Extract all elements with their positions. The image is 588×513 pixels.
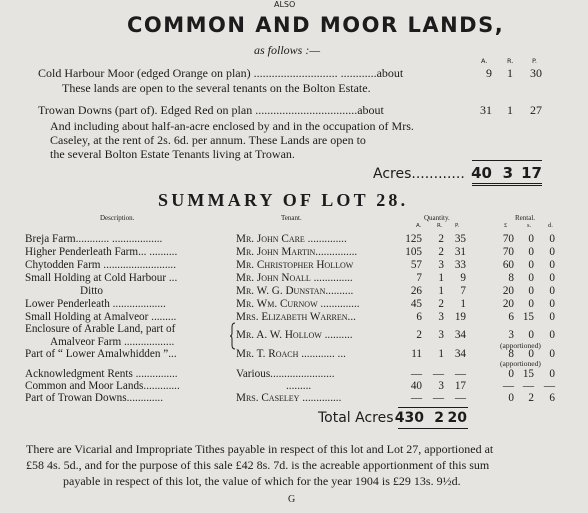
row-roods: 2 <box>438 298 444 310</box>
col-tenant-header: Tenant. <box>281 214 302 222</box>
row-shillings: 0 <box>528 272 534 284</box>
row-pence: 0 <box>549 329 555 341</box>
row-pence: 0 <box>549 246 555 258</box>
row-roods: 2 <box>438 233 444 245</box>
row-description: Higher Penderleath Farm... .......... <box>25 246 178 258</box>
row-acres: 40 <box>410 380 422 392</box>
row-description: Acknowledgment Rents ............... <box>25 368 178 380</box>
row-pounds: 20 <box>502 298 514 310</box>
col-r-header: R. <box>507 57 514 65</box>
row-pounds: 0 <box>508 392 514 404</box>
table-row <box>0 393 588 404</box>
page-signature-letter: G <box>288 494 296 505</box>
row-description: Chytodden Farm .......................... <box>25 259 177 271</box>
row-shillings: 0 <box>528 246 534 258</box>
row-pence: 0 <box>549 298 555 310</box>
row-roods: 1 <box>438 272 444 284</box>
row-acres: — <box>410 392 422 404</box>
apportioned-note: (apportioned) <box>500 341 541 350</box>
row-shillings: — <box>522 380 534 392</box>
row-perches: 34 <box>454 329 466 341</box>
row-description: Small Holding at Cold Harbour ... <box>25 272 178 284</box>
row-pence: 0 <box>549 272 555 284</box>
summary-total-rule-top <box>398 407 468 408</box>
row-pence: 0 <box>549 348 555 360</box>
row-acres: 105 <box>405 246 422 258</box>
row-tenant: Mr. John Martin............... <box>236 246 358 258</box>
tithe-paragraph-line: There are Vicarial and Impropriate Tithes payable in respect of this lot and Lot 27, apportioned at <box>26 442 494 456</box>
row-perches: 7 <box>460 285 466 297</box>
moor-entry-perches: 27 <box>530 103 542 117</box>
moor-entry-note: Caseley, at the rent of 2s. 6d. per annum. These Lands are open to <box>50 133 366 147</box>
table-row <box>0 260 588 271</box>
moor-entry-note: These lands are open to the several tenants on the Bolton Estate. <box>62 81 371 95</box>
moor-entry-note: the several Bolton Estate Tenants living at Trowan. <box>50 147 295 161</box>
summary-title: SUMMARY OF LOT 28. <box>158 190 409 210</box>
row-acres: 45 <box>410 298 422 310</box>
row-shillings: 0 <box>528 298 534 310</box>
moor-entry-label: Trowan Downs (part of). Edged Red on plan ..................................about <box>38 103 384 117</box>
row-roods: — <box>432 368 444 380</box>
row-roods: 3 <box>438 311 444 323</box>
row-perches: 33 <box>454 259 466 271</box>
row-pence: 0 <box>549 259 555 271</box>
tithe-paragraph-line: payable in respect of this lot, the value of which for the year 1904 is £29 13s. 9½d. <box>63 474 461 488</box>
row-shillings: 15 <box>522 368 534 380</box>
row-pounds: 8 <box>508 272 514 284</box>
moor-entry-acres: 9 <box>486 66 492 80</box>
row-perches: 1 <box>460 298 466 310</box>
row-acres: 125 <box>405 233 422 245</box>
q-r-header: R. <box>437 223 443 229</box>
row-roods: 1 <box>438 285 444 297</box>
apportioned-note: (apportioned) <box>500 359 541 368</box>
table-row <box>0 312 588 323</box>
row-roods: 3 <box>438 380 444 392</box>
row-description: Part of “ Lower Amalwhidden ”... <box>25 348 177 360</box>
total-rule-bottom <box>472 183 542 184</box>
row-roods: — <box>432 392 444 404</box>
moor-entry-label: Cold Harbour Moor (edged Orange on plan) ............................ ............about <box>38 66 404 80</box>
row-tenant: Mr. W. G. Dunstan.......... <box>236 285 354 297</box>
r-shillings-header: s. <box>527 222 532 229</box>
table-row <box>0 381 588 392</box>
table-row-enclosure-values <box>0 330 588 341</box>
row-pounds: 60 <box>502 259 514 271</box>
row-shillings: 0 <box>528 329 534 341</box>
summary-total-rule-bottom <box>398 428 468 429</box>
row-perches: — <box>454 392 466 404</box>
acres-total-r: 3 <box>502 164 513 182</box>
section-title: COMMON AND MOOR LANDS, <box>127 13 505 37</box>
row-acres: 7 <box>416 272 422 284</box>
row-perches: 19 <box>454 311 466 323</box>
tithe-paragraph-line: £58 4s. 5d., and for the purpose of this sale £42 8s. 7d. is the acreable apportionment of this sum <box>26 458 490 472</box>
row-pounds: 70 <box>502 246 514 258</box>
total-rule-top <box>472 160 542 161</box>
row-acres: 11 <box>411 348 422 360</box>
row-description: Lower Penderleath ................... <box>25 298 166 310</box>
row-roods: 3 <box>438 259 444 271</box>
row-pence: — <box>543 380 555 392</box>
also-heading: ALSO <box>274 0 296 9</box>
col-description-header: Description. <box>100 214 135 222</box>
row-description: Breja Farm............ .................. <box>25 233 163 245</box>
moor-entry-acres: 31 <box>480 103 492 117</box>
row-acres: — <box>410 368 422 380</box>
row-tenant: Mr. Christopher Hollow <box>236 259 354 271</box>
row-acres: 57 <box>410 259 422 271</box>
col-p-header: P. <box>532 57 537 65</box>
row-pounds: 6 <box>508 311 514 323</box>
row-shillings: 0 <box>528 348 534 360</box>
row-roods: 2 <box>438 246 444 258</box>
summary-total-p: 20 <box>447 410 467 426</box>
moor-entry-perches: 30 <box>530 66 542 80</box>
row-acres: 6 <box>416 311 422 323</box>
row-pounds: 20 <box>502 285 514 297</box>
row-shillings: 0 <box>528 285 534 297</box>
summary-total-a: 430 <box>394 410 424 426</box>
row-perches: — <box>454 368 466 380</box>
row-tenant: Mrs. Elizabeth Warren... <box>236 311 356 323</box>
acres-total-p: 17 <box>521 164 542 182</box>
row-shillings: 0 <box>528 259 534 271</box>
summary-total-r: 2 <box>434 410 444 426</box>
row-tenant: Mr. John Care .............. <box>236 233 347 245</box>
col-rental-header: Rental. <box>515 214 536 222</box>
row-description-cont: Amalveor Farm .................. <box>50 336 175 348</box>
acres-total-a: 40 <box>471 164 492 182</box>
row-pounds: 70 <box>502 233 514 245</box>
row-shillings: 2 <box>528 392 534 404</box>
row-shillings: 0 <box>528 233 534 245</box>
row-roods: 3 <box>438 329 444 341</box>
table-row <box>0 369 588 380</box>
row-shillings: 15 <box>522 311 534 323</box>
row-pence: 0 <box>549 368 555 380</box>
row-tenant: ......... <box>286 380 312 392</box>
row-tenant: Various....................... <box>236 368 335 380</box>
q-a-header: A. <box>416 223 422 229</box>
row-description: Small Holding at Amalveor ......... <box>25 311 177 323</box>
row-acres: 2 <box>416 329 422 341</box>
table-row <box>0 286 588 297</box>
summary-total-label: Total Acres <box>318 410 394 426</box>
moor-entry-roods: 1 <box>507 103 513 117</box>
table-row <box>0 247 588 258</box>
row-pounds: 3 <box>508 329 514 341</box>
row-acres: 26 <box>410 285 422 297</box>
row-pounds: 8 <box>508 348 514 360</box>
row-pence: 0 <box>549 285 555 297</box>
row-perches: 34 <box>454 348 466 360</box>
row-pence: 0 <box>549 311 555 323</box>
row-description: Enclosure of Arable Land, part of <box>25 323 176 335</box>
acres-total-label: Acres............ <box>373 166 465 182</box>
section-subtitle: as follows :— <box>254 43 321 57</box>
table-row <box>0 273 588 284</box>
r-pounds-header: £ <box>504 222 508 229</box>
row-description: Ditto <box>80 285 103 297</box>
row-roods: 1 <box>438 348 444 360</box>
row-tenant: Mr. John Noall .............. <box>236 272 353 284</box>
row-perches: 17 <box>454 380 466 392</box>
row-tenant: Mr. T. Roach ............ ... <box>236 348 346 360</box>
total-rule-bottom-double <box>472 185 542 186</box>
row-description: Part of Trowan Downs............. <box>25 392 163 404</box>
row-perches: 9 <box>460 272 466 284</box>
q-p-header: P. <box>455 223 460 229</box>
row-perches: 31 <box>454 246 466 258</box>
row-perches: 35 <box>454 233 466 245</box>
moor-entry-note: And including about half-an-acre enclosed by and in the occupation of Mrs. <box>50 119 414 133</box>
row-tenant: Mr. Wm. Curnow .............. <box>236 298 360 310</box>
row-tenant: Mr. A. W. Hollow .......... <box>236 329 353 341</box>
moor-entry-roods: 1 <box>507 66 513 80</box>
row-pounds: 0 <box>508 368 514 380</box>
table-row <box>0 299 588 310</box>
row-pence: 6 <box>549 392 555 404</box>
col-quantity-header: Quantity. <box>424 214 450 222</box>
row-tenant: Mrs. Caseley .............. <box>236 392 342 404</box>
table-row <box>0 234 588 245</box>
row-description: Common and Moor Lands............. <box>25 380 180 392</box>
row-pounds: — <box>502 380 514 392</box>
row-pence: 0 <box>549 233 555 245</box>
r-pence-header: d. <box>548 222 553 229</box>
col-a-header: A. <box>481 57 488 65</box>
